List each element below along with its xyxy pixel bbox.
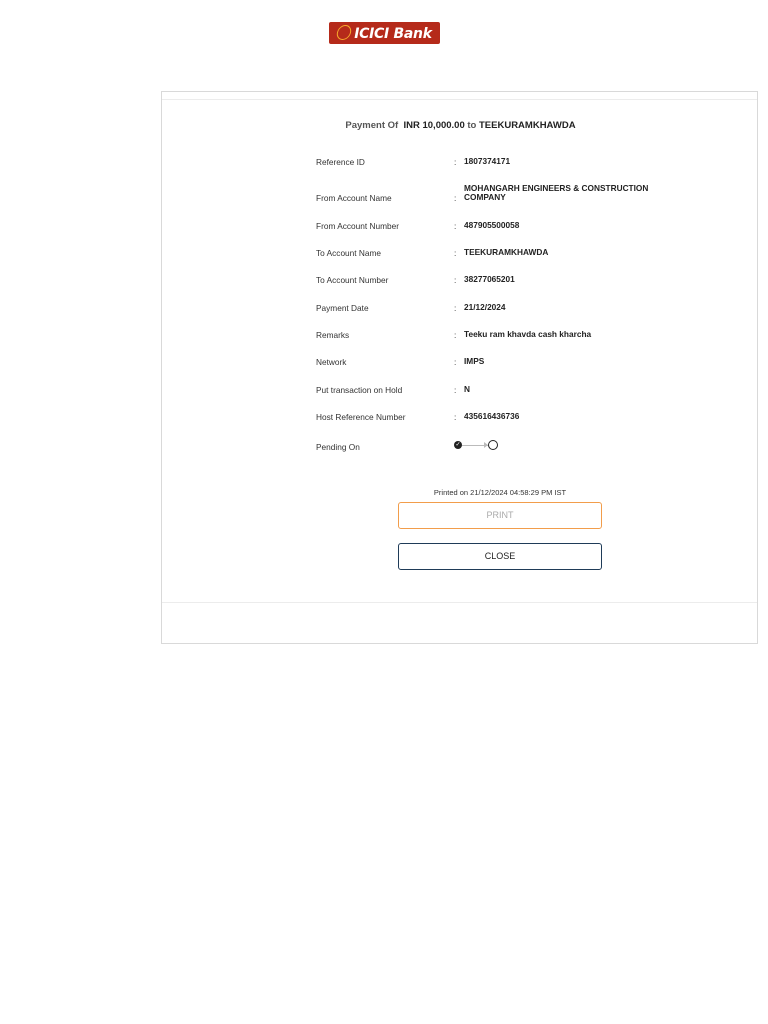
logo-text: ICICI Bank [337, 25, 431, 42]
detail-value: 21/12/2024 [464, 302, 506, 312]
summary-connector: to [467, 120, 477, 131]
detail-separator: : [454, 275, 457, 285]
detail-value: MOHANGARH ENGINEERS & CONSTRUCTION COMPANY [464, 183, 649, 202]
detail-value: Teeku ram khavda cash kharcha [464, 329, 592, 339]
detail-label: Pending On [316, 442, 360, 452]
detail-separator: : [454, 412, 457, 422]
pending-on-timeline [454, 440, 500, 450]
summary-label: Payment Of [345, 120, 399, 131]
detail-label: To Account Name [316, 248, 382, 258]
card-footer-divider [162, 602, 757, 603]
close-button[interactable]: CLOSE [398, 543, 602, 570]
icici-bank-logo [329, 22, 440, 44]
detail-separator: : [454, 221, 457, 231]
detail-label: Reference ID [316, 157, 365, 167]
logo-mark-icon [336, 25, 353, 40]
printed-on-timestamp: Printed on 21/12/2024 04:58:29 PM IST [433, 488, 567, 497]
detail-separator: : [454, 303, 457, 313]
detail-value: IMPS [464, 356, 485, 366]
detail-label: Host Reference Number [316, 412, 406, 422]
summary-amount: INR 10,000.00 [403, 120, 465, 131]
detail-separator: : [454, 193, 457, 203]
card-top-divider [162, 99, 757, 100]
detail-separator: : [454, 330, 457, 340]
detail-label: From Account Name [316, 193, 392, 203]
print-button[interactable]: PRINT [398, 502, 602, 529]
detail-value: 1807374171 [464, 156, 511, 166]
empty-circle-icon [488, 440, 498, 450]
summary-payee: TEEKURAMKHAWDA [479, 120, 576, 131]
payment-receipt-card [161, 91, 758, 644]
detail-label: Remarks [316, 330, 350, 340]
detail-value: N [464, 384, 470, 394]
detail-value: TEEKURAMKHAWDA [464, 247, 549, 257]
detail-value: 38277065201 [464, 274, 515, 284]
detail-label: From Account Number [316, 221, 399, 231]
detail-value: 487905500058 [464, 220, 520, 230]
detail-separator: : [454, 385, 457, 395]
detail-label: Network [316, 357, 347, 367]
detail-value: 435616436736 [464, 411, 520, 421]
detail-separator: : [454, 157, 457, 167]
check-circle-icon: ✓ [455, 442, 461, 448]
detail-separator: : [454, 248, 457, 258]
payment-summary-title [162, 120, 759, 131]
detail-label: Payment Date [316, 303, 369, 313]
detail-label: Put transaction on Hold [316, 385, 403, 395]
detail-label: To Account Number [316, 275, 389, 285]
detail-separator: : [454, 357, 457, 367]
